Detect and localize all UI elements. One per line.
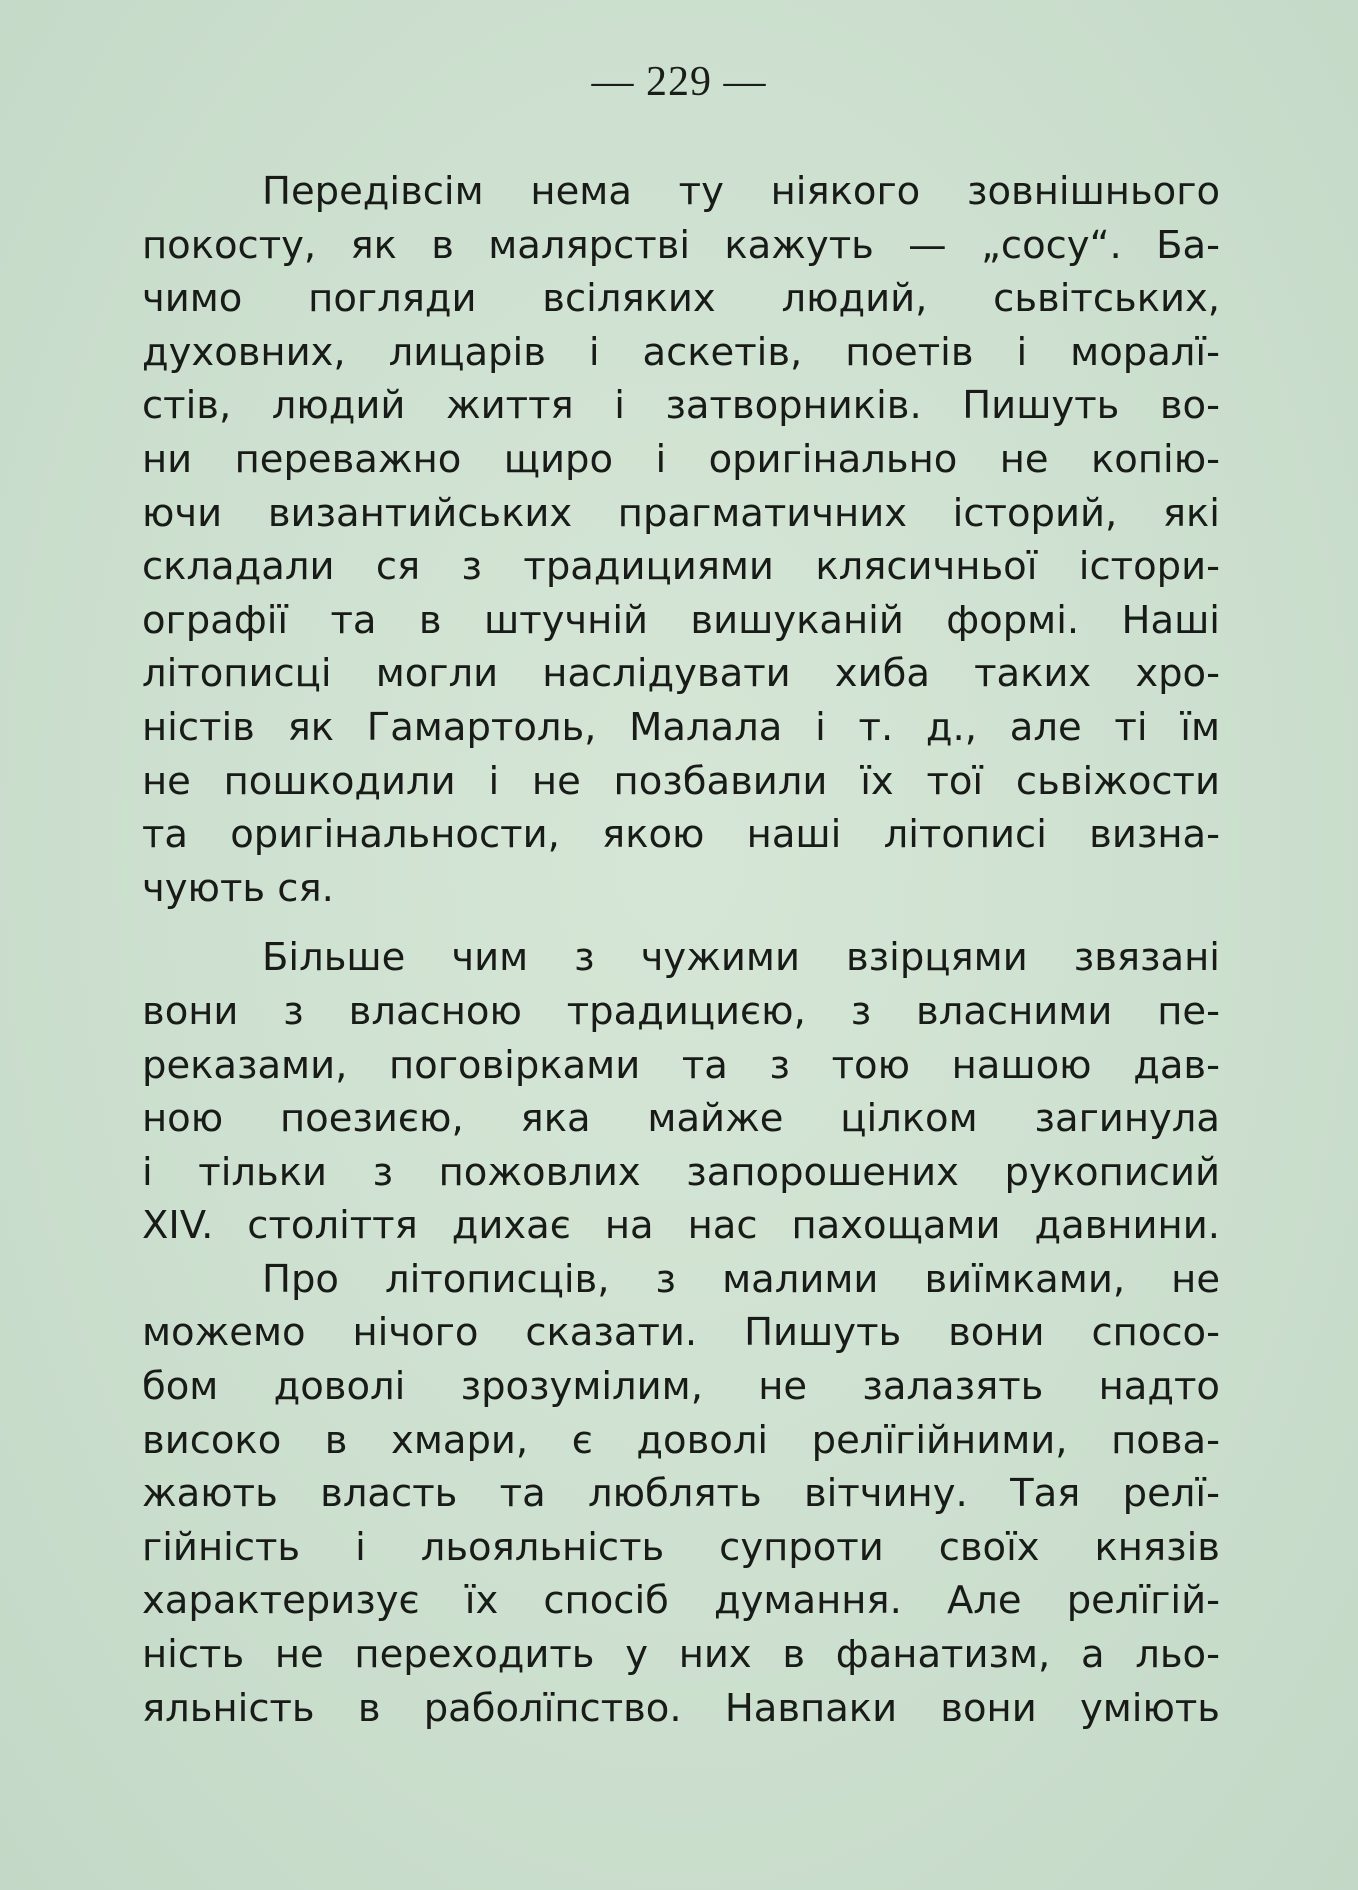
text-line: ографії та в штучній вишуканій формі. Наші [142,597,1220,643]
text-line: стів, людий життя і затворників. Пишуть во- [142,383,1220,429]
text-line: XIV. століття дихає на нас пахощами давнини. [142,1203,1220,1249]
paragraph-1 [142,165,1220,915]
text-line: та оригінальности, якою наші літописі визна- [142,812,1220,858]
text-line: гійність і льояльність супроти своїх князів [142,1524,1220,1570]
text-line: ючи византийських прагматичних історий, які [142,490,1220,536]
text-line: яльність в раболїпство. Навпаки вони уміють [142,1685,1220,1731]
text-line: складали ся з традициями клясичньої істори- [142,544,1220,590]
text-line: вони з власною традициєю, з власними пе- [142,988,1220,1034]
text-line: покосту, як в малярстві кажуть — „сосу“. Ба- [142,222,1220,268]
text-line: Більше чим з чужими взірцями звязані [262,935,1220,981]
text-line: жають власть та люблять вітчину. Тая релї- [142,1471,1220,1517]
text-line: Про літописців, з малими виїмками, не [262,1256,1220,1302]
text-line: чимо погляди всіляких людий, сьвітських, [142,276,1220,322]
text-line: ність не переходить у них в фанатизм, а льо- [142,1632,1220,1678]
text-line: Передівсім нема ту ніякого зовнішнього [262,169,1220,214]
text-line: ною поезиєю, яка майже цілком загинула [142,1096,1220,1142]
text-line: ни переважно щиро і оригінально не копію- [142,436,1220,482]
text-line: ністів як Гамартоль, Малала і т. д., але ті їм [142,704,1220,750]
text-line: реказами, поговірками та з тою нашою дав- [142,1042,1220,1088]
body-text [142,165,1220,1735]
paragraph-2 [142,931,1220,1253]
text-line: високо в хмари, є доволі релїгійними, пова- [142,1417,1220,1463]
text-line: можемо нічого сказати. Пишуть вони спосо- [142,1310,1220,1356]
text-line: чують ся. [142,865,334,911]
text-line: духовних, лицарів і аскетів, поетів і моралї- [142,329,1220,375]
text-line: і тільки з пожовлих запорошених рукописий [142,1149,1220,1195]
page-number: — 229 — [591,59,767,105]
paragraph-3 [142,1253,1220,1735]
text-line: характеризує їх спосіб думання. Але релїгій- [142,1578,1220,1624]
text-line: не пошкодили і не позбавили їх тої сьвіжости [142,758,1220,804]
text-line: літописці могли наслідувати хиба таких хро- [142,651,1220,697]
text-line: бом доволі зрозумілим, не залазять надто [142,1364,1220,1410]
